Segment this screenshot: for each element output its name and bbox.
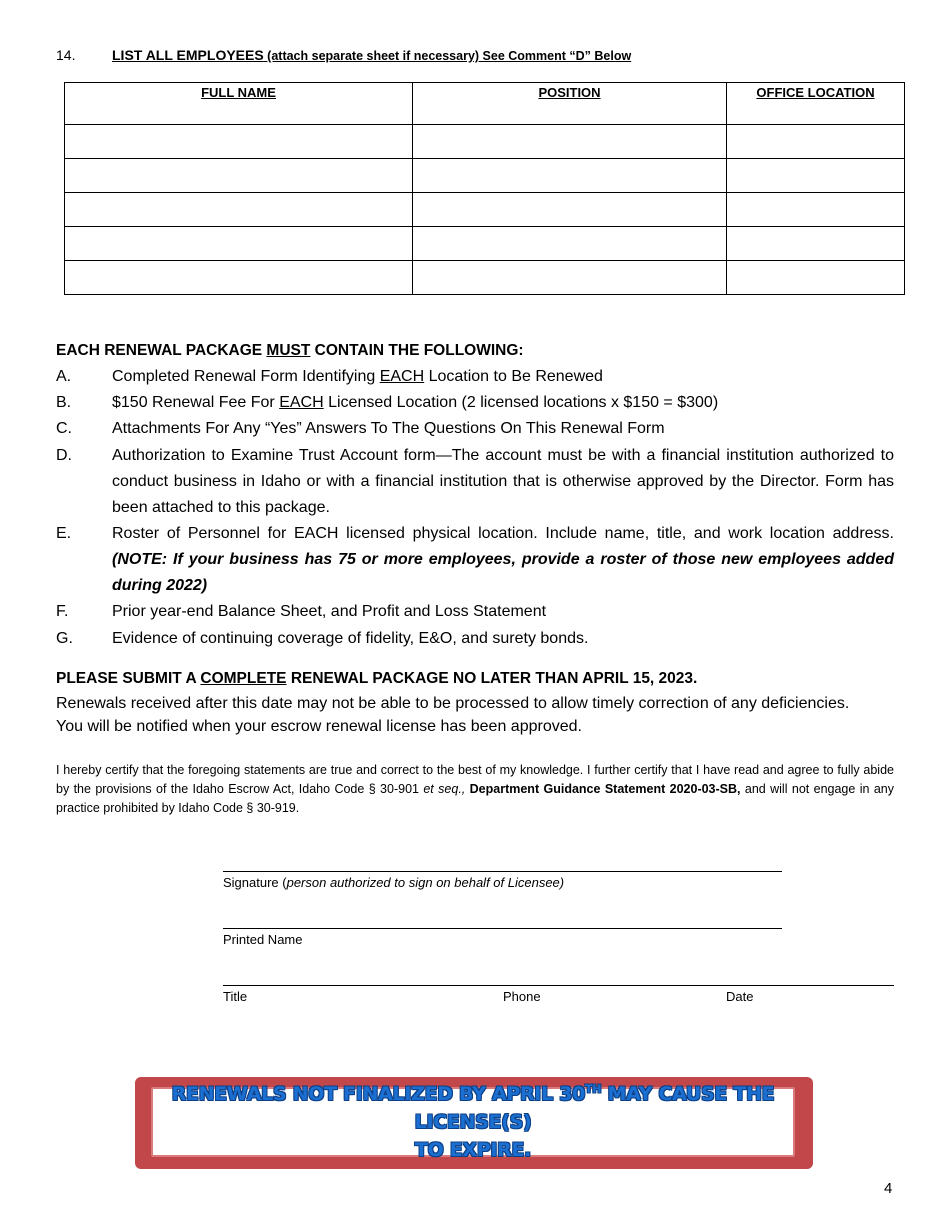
submit-heading-pre: PLEASE SUBMIT A [56, 670, 201, 687]
requirement-item-a [56, 364, 894, 390]
full-name-cell[interactable] [65, 261, 413, 295]
banner-line-1-post: MAY CAUSE THE LICENSE(S) [414, 1083, 775, 1133]
office-location-cell[interactable] [727, 193, 905, 227]
position-cell[interactable] [413, 125, 727, 159]
requirement-text-emphasis: EACH [379, 368, 425, 385]
requirement-text: Prior year-end Balance Sheet, and Profit and Loss Statement [112, 603, 547, 620]
certification-text-1: I hereby certify that the foregoing statements are true and correct to the best of my knowledge. I further certify that I have read and agree to fully abide by the provisions of the Idaho Escrow Act, Idaho Code § 30-901 [56, 763, 894, 796]
office-location-cell[interactable] [727, 261, 905, 295]
requirement-text [112, 364, 894, 390]
requirement-text [112, 521, 894, 599]
date-label: Date [726, 989, 754, 1004]
certification-text-2: and will not engage in any practice prohibited by Idaho Code § 30-919. [56, 782, 894, 815]
requirement-note: (NOTE: If your business has 75 or more employees, provide a roster of those new employees added during 2022) [112, 551, 894, 594]
requirements-heading [56, 342, 524, 360]
requirement-text-main: Roster of Personnel for EACH licensed physical location. Include name, title, and work location address. [112, 525, 894, 542]
section-title-main: LIST ALL EMPLOYEES [112, 47, 264, 63]
requirement-text-pre: Completed Renewal Form Identifying [112, 368, 380, 385]
title-label: Title [223, 989, 248, 1004]
requirement-item-e [56, 521, 894, 599]
full-name-cell[interactable] [65, 193, 413, 227]
position-cell[interactable] [413, 193, 727, 227]
requirement-text: Evidence of continuing coverage of fidelity, E&O, and surety bonds. [112, 630, 589, 647]
table-row [65, 261, 905, 295]
position-cell[interactable] [413, 159, 727, 193]
requirements-heading-pre: EACH RENEWAL PACKAGE [56, 342, 267, 359]
table-row [65, 159, 905, 193]
requirement-letter: D. [56, 447, 72, 464]
signature-label-text: Signature ( [223, 875, 287, 890]
requirement-text: Authorization to Examine Trust Account form—The account must be with a financial institution authorized to conduct business in Idaho or with a financial institution that is otherwise approved by the Director. Form has been attached to this package. [112, 447, 894, 516]
employee-table [64, 82, 905, 295]
requirement-text: Attachments For Any “Yes” Answers To The Questions On This Renewal Form [112, 420, 665, 437]
signature-label-italic: person authorized to sign on behalf of Licensee) [286, 875, 565, 890]
section-number: 14. [56, 47, 76, 63]
banner-panel [151, 1082, 795, 1161]
requirement-item-d [56, 443, 894, 521]
office-location-cell[interactable] [727, 159, 905, 193]
column-header-position: POSITION [413, 83, 727, 125]
section-title-note: (attach separate sheet if necessary) See Comment “D” Below [263, 49, 632, 63]
section-title [112, 47, 631, 63]
requirement-letter: G. [56, 630, 73, 647]
certification-statement [56, 761, 894, 818]
banner-superscript: TH [585, 1082, 602, 1096]
full-name-cell[interactable] [65, 159, 413, 193]
submit-notice [56, 692, 896, 738]
certification-italic: et seq., [423, 782, 466, 796]
office-location-cell[interactable] [727, 125, 905, 159]
office-location-cell[interactable] [727, 227, 905, 261]
requirement-letter: B. [56, 394, 72, 411]
banner-text [153, 1080, 793, 1164]
printed-name-line[interactable] [223, 928, 782, 929]
printed-name-label: Printed Name [223, 932, 303, 947]
position-cell[interactable] [413, 227, 727, 261]
signature-label [223, 875, 564, 890]
requirement-letter: A. [56, 368, 72, 385]
table-row [65, 193, 905, 227]
phone-label: Phone [503, 989, 541, 1004]
position-cell[interactable] [413, 261, 727, 295]
signature-line[interactable] [223, 871, 782, 872]
submit-heading [56, 670, 697, 688]
requirement-text-post: Licensed Location (2 licensed locations x $150 = $300) [323, 394, 719, 411]
column-header-full-name: FULL NAME [65, 83, 413, 125]
banner-line-2: TO EXPIRE. [414, 1139, 532, 1161]
requirement-letter: C. [56, 420, 72, 437]
requirement-item-c [56, 416, 894, 442]
submit-heading-emphasis: COMPLETE [200, 670, 287, 687]
banner-line-1 [153, 1080, 793, 1136]
requirement-item-f [56, 599, 894, 625]
banner-line-1-pre: RENEWALS NOT FINALIZED BY APRIL 30 [171, 1083, 586, 1105]
table-row [65, 227, 905, 261]
title-phone-date-line[interactable] [223, 985, 894, 986]
page-number: 4 [884, 1180, 893, 1197]
column-header-office-location: OFFICE LOCATION [727, 83, 905, 125]
table-header-row [65, 83, 905, 125]
table-row [65, 125, 905, 159]
submit-notice-line-1: Renewals received after this date may not be able to be processed to allow timely correction of any deficiencies. [56, 695, 850, 712]
requirement-text-post: Location to Be Renewed [424, 368, 603, 385]
certification-bold: Department Guidance Statement 2020-03-SB, [465, 782, 741, 796]
requirement-letter: E. [56, 525, 72, 542]
requirement-item-g [56, 626, 894, 652]
requirement-text [112, 390, 894, 416]
expiration-warning-banner [135, 1077, 813, 1169]
requirements-heading-emphasis: MUST [266, 342, 311, 359]
requirement-text-pre: $150 Renewal Fee For [112, 394, 280, 411]
submit-notice-line-2: You will be notified when your escrow renewal license has been approved. [56, 718, 582, 735]
requirements-heading-post: CONTAIN THE FOLLOWING: [310, 342, 524, 359]
submit-heading-post: RENEWAL PACKAGE NO LATER THAN APRIL 15, 2023. [286, 670, 698, 687]
requirement-item-b [56, 390, 894, 416]
full-name-cell[interactable] [65, 227, 413, 261]
requirement-letter: F. [56, 603, 69, 620]
full-name-cell[interactable] [65, 125, 413, 159]
requirement-text-emphasis: EACH [279, 394, 324, 411]
